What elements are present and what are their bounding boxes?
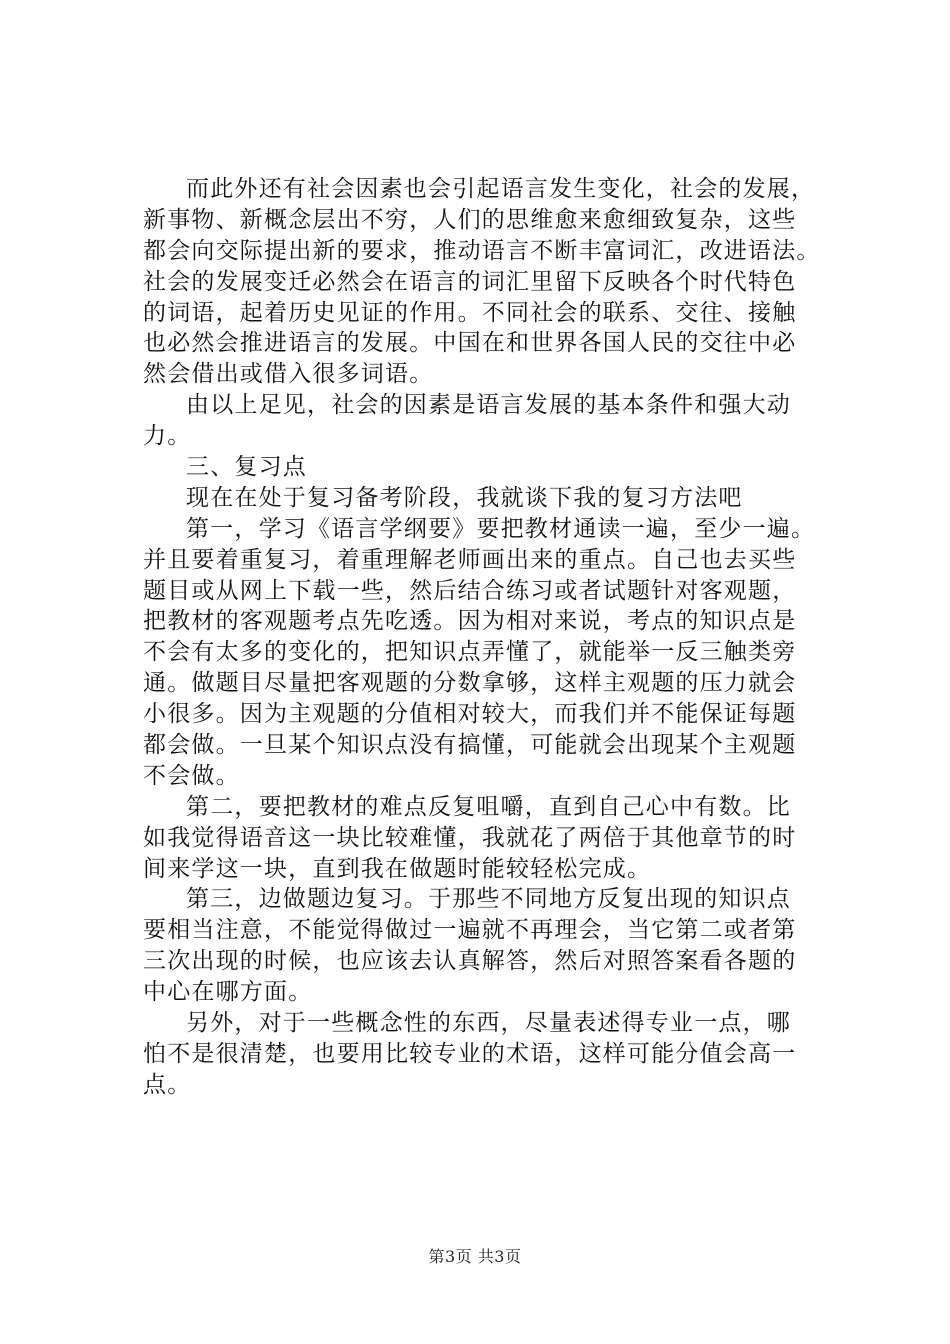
text-line: 点。 [143,1071,192,1098]
text-line: 间来学这一块，直到我在做题时能较轻松完成。 [143,855,652,882]
text-line: 新事物、新概念层出不穷，人们的思维愈来愈细致复杂，这些 [143,206,797,233]
text-line: 现在在处于复习备考阶段，我就谈下我的复习方法吧 [186,484,743,511]
text-line: 不会有太多的变化的，把知识点弄懂了，就能举一反三触类旁 [143,639,797,666]
text-line: 第二，要把教材的难点反复咀嚼，直到自己心中有数。比 [186,793,791,820]
text-line: 中心在哪方面。 [143,979,313,1006]
text-line: 力。 [143,423,192,450]
text-line: 怕不是很清楚，也要用比较专业的术语，这样可能分值会高一 [143,1040,797,1067]
text-line: 而此外还有社会因素也会引起语言发生变化，社会的发展， [186,176,816,202]
text-line: 要相当注意，不能觉得做过一遍就不再理会，当它第二或者第 [143,917,797,944]
text-line: 第三，边做题边复习。于那些不同地方反复出现的知识点 [186,886,791,913]
text-line: 另外，对于一些概念性的东西，尽量表述得专业一点，哪 [186,1010,791,1037]
text-line: 三、复习点 [186,454,307,481]
text-line: 由以上足见，社会的因素是语言发展的基本条件和强大动 [186,392,791,419]
text-line: 并且要着重复习，着重理解老师画出来的重点。自己也去买些 [143,546,797,573]
text-line: 如我觉得语音这一块比较难懂，我就花了两倍于其他章节的时 [143,824,797,851]
text-line: 题目或从网上下载一些，然后结合练习或者试题针对客观题， [143,577,797,604]
text-line: 通。做题目尽量把客观题的分数拿够，这样主观题的压力就会 [143,670,797,697]
text-line: 都会向交际提出新的要求，推动语言不断丰富词汇，改进语法。 [143,237,821,264]
text-line: 都会做。一旦某个知识点没有搞懂，可能就会出现某个主观题 [143,732,797,759]
text-line: 小很多。因为主观题的分值相对较大，而我们并不能保证每题 [143,701,797,728]
document-body [143,174,823,1101]
text-line: 的词语，起着历史见证的作用。不同社会的联系、交往、接触 [143,299,797,326]
text-line: 不会做。 [143,762,240,789]
text-line: 也必然会推进语言的发展。中国在和世界各国人民的交往中必 [143,330,797,357]
text-line: 社会的发展变迁必然会在语言的词汇里留下反映各个时代特色 [143,268,797,295]
text-line: 第一，学习《语言学纲要》要把教材通读一遍，至少一遍。 [186,515,816,542]
text-line: 三次出现的时候，也应该去认真解答，然后对照答案看各题的 [143,948,797,975]
text-line: 把教材的客观题考点先吃透。因为相对来说，考点的知识点是 [143,608,797,635]
text-line: 然会借出或借入很多词语。 [143,361,434,388]
page-footer: 第3页 共3页 [428,1247,522,1266]
